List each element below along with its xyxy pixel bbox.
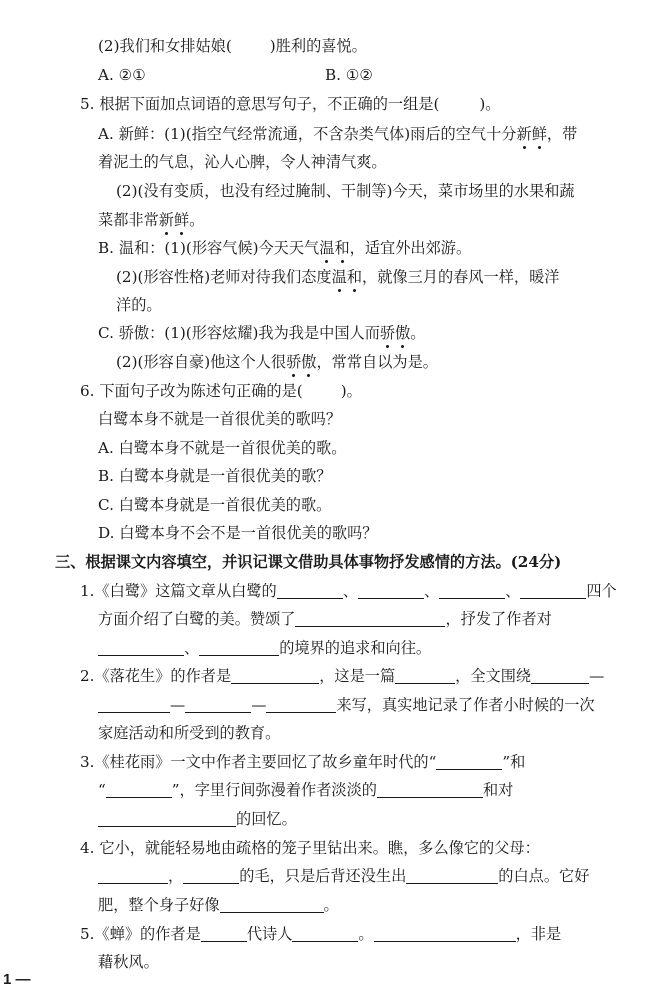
s3q2-text: ，这是一篇 <box>319 667 396 685</box>
q5-a1-text: A. 新鲜：(1)(指空气经常流通，不含杂类气体)雨后的空气十分 <box>98 125 517 143</box>
q5-b1-post: ，适宜外出郊游。 <box>349 239 472 257</box>
q5-b1 <box>98 238 471 258</box>
fill-blank[interactable] <box>436 753 502 770</box>
s3q4-text: 的毛，只是后背还没生出 <box>239 867 407 885</box>
dotted-char: 新 <box>516 125 532 143</box>
q5-b2 <box>116 267 559 287</box>
q5-stem-text: 5. 根据下面加点词语的意思写句子，不正确的一组是( <box>80 95 440 113</box>
q4-item2-text: (2)我们和女排姑娘( <box>98 37 232 55</box>
q5-a1-post: ，带 <box>546 125 578 143</box>
dotted-char: 骄 <box>286 353 302 371</box>
dash: — <box>251 696 267 714</box>
fill-blank[interactable] <box>98 639 184 656</box>
s3q3-line2 <box>98 780 513 800</box>
q5-a2-text: (2)(没有变质，也没有经过腌制、干制等)今天，菜市场里的水果和蔬 <box>116 182 575 200</box>
q6-option-b-text: B. 白鹭本身就是一首很优美的歌？ <box>98 467 332 485</box>
q5-a1 <box>98 124 577 144</box>
fill-blank[interactable] <box>185 696 251 713</box>
q5-b2-cont <box>116 295 162 315</box>
q5-b2-post: ，就像三月的春风一样，暖洋 <box>362 268 560 286</box>
fill-blank[interactable] <box>531 667 589 684</box>
q5-a2-cont-end: 。 <box>189 211 205 229</box>
fill-blank[interactable] <box>377 781 483 798</box>
dotted-char: 新 <box>158 211 174 229</box>
dotted-char: 傲 <box>301 353 317 371</box>
fill-blank[interactable] <box>98 867 168 884</box>
s3q2-text: 来写，真实地记录了作者小时候的一次 <box>336 696 595 714</box>
dotted-char: 温 <box>319 239 335 257</box>
s3q1-line3 <box>98 638 431 658</box>
q5-a1-cont <box>98 152 387 172</box>
separator: 、 <box>423 582 440 600</box>
q5-c2-post: ，常常自以为是。 <box>316 353 438 371</box>
q5-stem-end: )。 <box>479 95 501 113</box>
fill-blank[interactable] <box>295 610 445 627</box>
fill-blank[interactable] <box>439 582 505 599</box>
s3q5-text: 。 <box>358 925 374 943</box>
s3q3-text: 3.《桂花雨》一文中作者主要回忆了故乡童年时代的“ <box>80 753 437 771</box>
dotted-char: 和 <box>334 239 350 257</box>
q5-a1-cont-text: 着泥土的气息，沁人心脾，令人神清气爽。 <box>98 153 387 171</box>
q4-option-b-text: B. ①② <box>325 66 374 84</box>
s3q5-text: 5.《蝉》的作者是 <box>80 925 201 943</box>
q5-c1-text: C. 骄傲：(1)(形容炫耀)我为我是中国人而 <box>98 324 380 342</box>
s3q1-text-end: 四个 <box>586 582 617 600</box>
s3q2-line3 <box>98 723 280 743</box>
s3q1-text-end: 的境界的追求和向往。 <box>279 639 432 657</box>
q5-c1 <box>98 323 425 343</box>
s3q2-text: ，全文围绕 <box>455 667 532 685</box>
fill-blank[interactable] <box>292 925 358 942</box>
fill-blank[interactable] <box>98 810 236 827</box>
s3q1-text: 方面介绍了白鹭的美。赞颂了 <box>98 610 296 628</box>
s3q4-text: 的白点。它好 <box>498 867 590 885</box>
q6-option-d <box>98 523 377 543</box>
fill-blank[interactable] <box>183 867 239 884</box>
q6-option-a-text: A. 白鹭本身不就是一首很优美的歌。 <box>98 439 347 457</box>
s3q4-text: 。 <box>323 896 339 914</box>
dotted-char: 骄 <box>379 324 396 342</box>
s3q4-line3 <box>98 895 339 915</box>
page-number-text: 1 — <box>3 971 31 988</box>
fill-blank[interactable] <box>199 639 279 656</box>
dotted-char: 鲜 <box>173 211 190 229</box>
s3q2-line1 <box>80 666 604 686</box>
q4-item2-end: )胜利的喜悦。 <box>269 37 367 55</box>
section3-heading-text: 三、根据课文内容填空，并识记课文借助具体事物抒发感情的方法。(24分) <box>55 553 562 571</box>
s3q2-text: 家庭活动和所受到的教育。 <box>98 724 281 742</box>
q4-item-2 <box>98 36 367 56</box>
separator: 、 <box>505 582 521 600</box>
s3q5-line2 <box>98 952 159 972</box>
q6-option-a <box>98 438 346 458</box>
dotted-char: 和 <box>346 268 362 286</box>
fill-blank[interactable] <box>395 667 455 684</box>
fill-blank[interactable] <box>406 867 498 884</box>
page-number <box>3 970 31 990</box>
q4-option-b <box>325 65 373 85</box>
s3q4-line1 <box>80 838 540 858</box>
q6-option-c <box>98 495 331 515</box>
s3q4-text: 4. 它小，就能轻易地由疏格的笼子里钻出来。瞧，多么像它的父母： <box>80 839 540 857</box>
q5-c2-text: (2)(形容自豪)他这个人很 <box>116 353 287 371</box>
dash: — <box>589 667 605 685</box>
section3-heading <box>55 552 561 572</box>
s3q4-text: 肥，整个身子好像 <box>98 896 220 914</box>
fill-blank[interactable] <box>201 925 247 942</box>
fill-blank[interactable] <box>231 667 319 684</box>
q6-sentence-text: 白鹭本身不就是一首很优美的歌吗？ <box>98 410 341 428</box>
dotted-char: 鲜 <box>531 125 547 143</box>
s3q1-line2 <box>98 609 552 629</box>
s3q3-text: ”和 <box>502 753 526 771</box>
q6-stem <box>80 381 362 401</box>
q5-stem <box>80 94 501 114</box>
q5-c2 <box>116 352 438 372</box>
s3q1-line1 <box>80 581 617 601</box>
q5-b2-text: (2)(形容性格)老师对待我们态度 <box>116 268 332 286</box>
dotted-char: 温 <box>331 268 347 286</box>
q5-a2 <box>116 181 575 201</box>
q6-option-b <box>98 466 331 486</box>
separator: 、 <box>342 582 358 600</box>
s3q5-text: ，非是 <box>515 925 562 943</box>
s3q3-line3 <box>98 809 297 829</box>
fill-blank[interactable] <box>106 781 172 798</box>
dash: — <box>170 696 186 714</box>
s3q5-text: 藉秋风。 <box>98 953 159 971</box>
separator: 、 <box>184 639 200 657</box>
dotted-char: 傲 <box>395 324 411 342</box>
q5-b2-cont-text: 洋的。 <box>116 296 162 314</box>
separator: ， <box>168 867 184 885</box>
fill-blank[interactable] <box>220 896 324 913</box>
s3q3-text: 和对 <box>482 781 514 799</box>
s3q2-text: 2.《落花生》的作者是 <box>80 667 232 685</box>
fill-blank[interactable] <box>277 582 343 599</box>
s3q1-text-end: ，抒发了作者对 <box>445 610 552 628</box>
q5-a2-cont <box>98 210 204 230</box>
q5-a2-cont-text: 菜都非常 <box>98 211 159 229</box>
q6-stem-text: 6. 下面句子改为陈述句正确的是( <box>80 382 303 400</box>
fill-blank[interactable] <box>374 925 516 942</box>
s3q3-text: 的回忆。 <box>236 810 297 828</box>
q4-option-a-text: A. ②① <box>98 66 146 84</box>
fill-blank[interactable] <box>98 696 170 713</box>
quote-open: “ <box>98 781 106 799</box>
q5-b1-text: B. 温和：(1)(形容气候)今天天气 <box>98 239 320 257</box>
s3q1-text: 1.《白鹭》这篇文章从白鹭的 <box>80 582 277 600</box>
s3q4-line2 <box>98 866 589 886</box>
q6-sentence <box>98 409 341 429</box>
q6-option-d-text: D. 白鹭本身不会不是一首很优美的歌吗？ <box>98 524 378 542</box>
q4-option-a <box>98 65 146 85</box>
q6-option-c-text: C. 白鹭本身就是一首很优美的歌。 <box>98 496 332 514</box>
s3q3-text: ”，字里行间弥漫着作者淡淡的 <box>171 781 377 799</box>
s3q5-line1 <box>80 924 561 944</box>
s3q5-text: 代诗人 <box>246 925 293 943</box>
fill-blank[interactable] <box>358 582 424 599</box>
fill-blank[interactable] <box>266 696 336 713</box>
s3q3-line1 <box>80 752 525 772</box>
s3q2-line2 <box>98 695 595 715</box>
fill-blank[interactable] <box>520 582 586 599</box>
q5-c1-post: 。 <box>410 324 426 342</box>
q6-stem-end: )。 <box>340 382 362 400</box>
